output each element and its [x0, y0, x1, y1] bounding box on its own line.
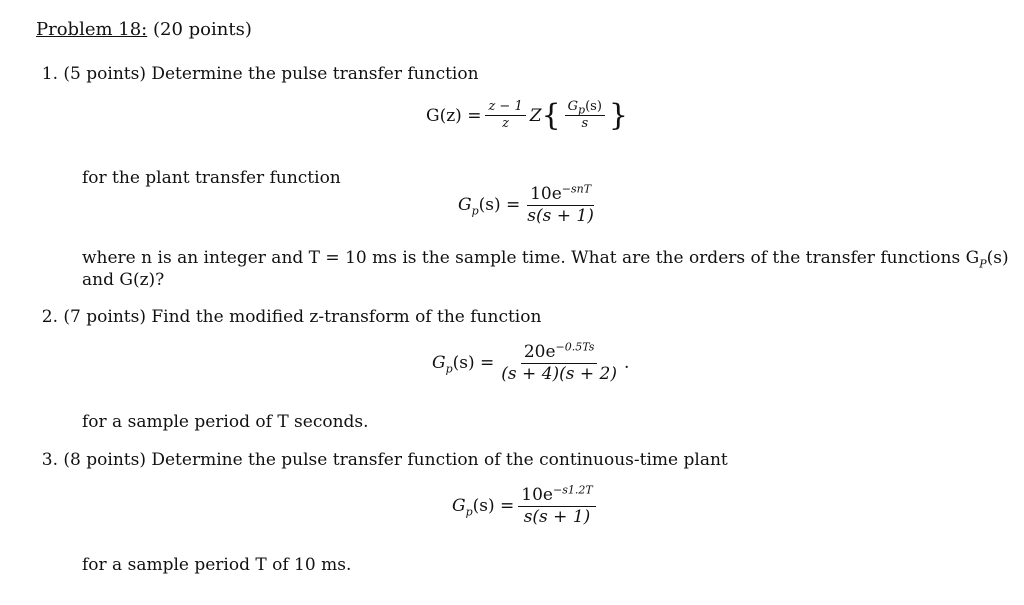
problem-points: (20 points) [152, 19, 252, 40]
eq2-num-base: 10e [530, 184, 562, 204]
item-1-equation-gp [458, 182, 601, 226]
eq1-lhs: G(z) = [426, 105, 482, 126]
item-2-trail: . [624, 353, 630, 374]
item-2-points: (7 points) [63, 307, 146, 327]
item-3-num-exp: −s1.2T [552, 483, 593, 497]
item-1-header [36, 63, 479, 85]
eq2-num-exp: −snT [561, 182, 592, 196]
item-2-intro: Find the modified z-transform of the function [151, 307, 542, 327]
item-2-after-text: for a sample period of T seconds. [82, 412, 369, 432]
eq2-lhs-sub: p [471, 204, 479, 218]
eq2-fraction [524, 182, 597, 226]
item-3-header [36, 449, 728, 471]
item-3-points: (8 points) [63, 450, 146, 470]
item-3-num-base: 10e [521, 485, 553, 505]
item-1-where-line-1 [82, 247, 1009, 269]
item-3-eq-lhs-main: G [452, 496, 466, 517]
item-2-fraction [498, 340, 620, 384]
item-3-equation [452, 483, 600, 527]
eq2-lhs-arg: (s) = [478, 195, 521, 216]
item-2-eq-lhs-sub: p [445, 362, 453, 376]
item-3-fraction [518, 483, 595, 527]
item-2-eq-lhs-main: G [432, 353, 446, 374]
item-3-den: s(s + 1) [523, 506, 591, 527]
where-line-1-text: where n is an integer and T = 10 ms is the sample time. What are the orders of the transfer functions G [82, 248, 980, 268]
item-3-intro: Determine the pulse transfer function of the continuous-time plant [151, 450, 728, 470]
item-1-intro: Determine the pulse transfer function [151, 64, 479, 84]
problem-title [36, 18, 252, 41]
item-1-mid-text: for the plant transfer function [82, 168, 341, 188]
item-2-eq-lhs-arg: (s) = [452, 353, 495, 374]
item-3-number: 3. [41, 450, 58, 470]
item-1-equation-gz [426, 97, 628, 133]
where-line-1-tail: (s) [986, 248, 1009, 268]
eq1-frac-num: z − 1 [488, 99, 523, 114]
item-2-den: (s + 4)(s + 2) [501, 363, 617, 384]
eq1-fraction [485, 100, 525, 132]
item-2-number: 2. [41, 307, 58, 327]
eq1-inner-arg: (s) [585, 99, 602, 114]
item-2-num-exp: −0.5Ts [555, 340, 595, 354]
eq1-frac-den: z [502, 116, 510, 132]
item-3-eq-lhs-sub: p [465, 505, 473, 519]
item-1-points: (5 points) [63, 64, 146, 84]
item-2-header [36, 306, 541, 328]
item-2-equation [432, 340, 630, 384]
item-3-after-text: for a sample period T of 10 ms. [82, 555, 352, 575]
problem-label: Problem 18: [36, 19, 148, 40]
eq1-inner-num: G [567, 99, 579, 114]
eq1-operator: Z [529, 105, 542, 126]
eq1-inner-sub: p [578, 103, 586, 117]
where-line-1-sub: P [979, 257, 987, 271]
item-1-number: 1. [41, 64, 58, 84]
item-3-eq-lhs-arg: (s) = [472, 496, 515, 517]
right-brace-icon: } [608, 97, 628, 133]
item-2-num-base: 20e [523, 342, 556, 362]
left-brace-icon: { [541, 97, 561, 133]
eq1-inner-fraction [565, 100, 605, 132]
eq1-inner-den: s [581, 116, 589, 132]
item-1-where-line-2: and G(z)? [82, 270, 165, 290]
eq2-lhs-main: G [458, 195, 472, 216]
eq2-den: s(s + 1) [527, 205, 594, 226]
